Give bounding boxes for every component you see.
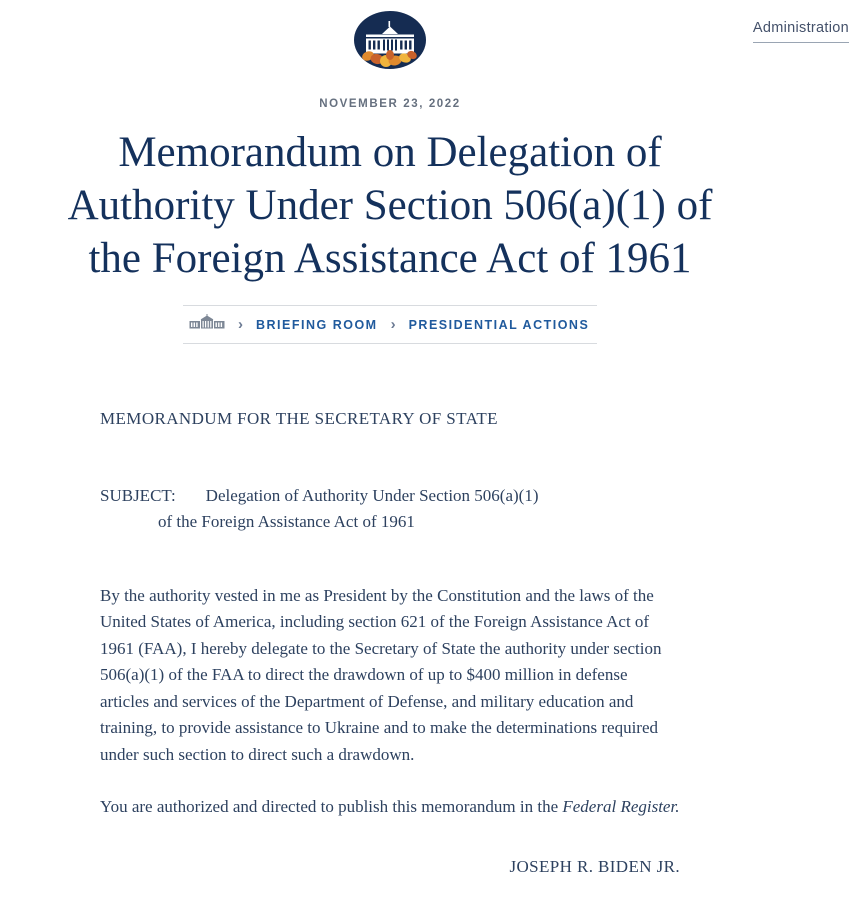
memo-paragraph-1: By the authority vested in me as President by the Constitution and the laws of the United States of America, including section 621 of the Foreign Assistance Act of 1961 (FAA), I hereby delegate to the Secretary of State the authority under section 506(a)(1) of the FAA to direct the drawdown of up to $400 million in defense articles and services of the Department of Defense, and military education and training, to provide assistance to Ukraine and to make the determinations required under such section to direct such a drawdown.: [100, 585, 662, 764]
memo-body: [100, 406, 680, 880]
administration-link[interactable]: Administration: [753, 20, 849, 43]
breadcrumb-briefing-room[interactable]: BRIEFING ROOM: [256, 317, 378, 332]
post-date: NOVEMBER 23, 2022: [319, 98, 461, 110]
breadcrumb-home-link[interactable]: [189, 314, 225, 335]
subject-line-2: of the Foreign Assistance Act of 1961: [158, 512, 415, 531]
subject-label: SUBJECT:: [100, 485, 176, 505]
memo-paragraph-2-text: You are authorized and directed to publish this memorandum in the: [100, 797, 563, 816]
memo-subject: [100, 483, 680, 536]
chevron-right-icon: ›: [238, 316, 243, 333]
chevron-right-icon: ›: [390, 316, 396, 333]
page-title-line-3: the Foreign Assistance Act of 1961: [88, 235, 692, 282]
subject-line-1: Delegation of Authority Under Section 506(a)(1): [205, 485, 539, 505]
whitehouse-fall-logo-icon: [352, 10, 428, 70]
signature: JOSEPH R. BIDEN JR.: [509, 856, 680, 876]
memo-addressee: MEMORANDUM FOR THE SECRETARY OF STATE: [100, 409, 498, 428]
whitehouse-logo-link[interactable]: [352, 10, 428, 70]
page-title-line-1: Memorandum on Delegation of: [118, 129, 662, 176]
whitehouse-building-icon: [189, 314, 225, 335]
memo-paragraph-2: [100, 794, 680, 821]
breadcrumb: [183, 305, 597, 344]
breadcrumb-presidential-actions[interactable]: PRESIDENTIAL ACTIONS: [408, 317, 590, 332]
page-title: [0, 126, 780, 285]
federal-register-italic: Federal Register.: [562, 797, 680, 816]
page-title-line-2: Authority Under Section 506(a)(1) of: [67, 182, 713, 229]
